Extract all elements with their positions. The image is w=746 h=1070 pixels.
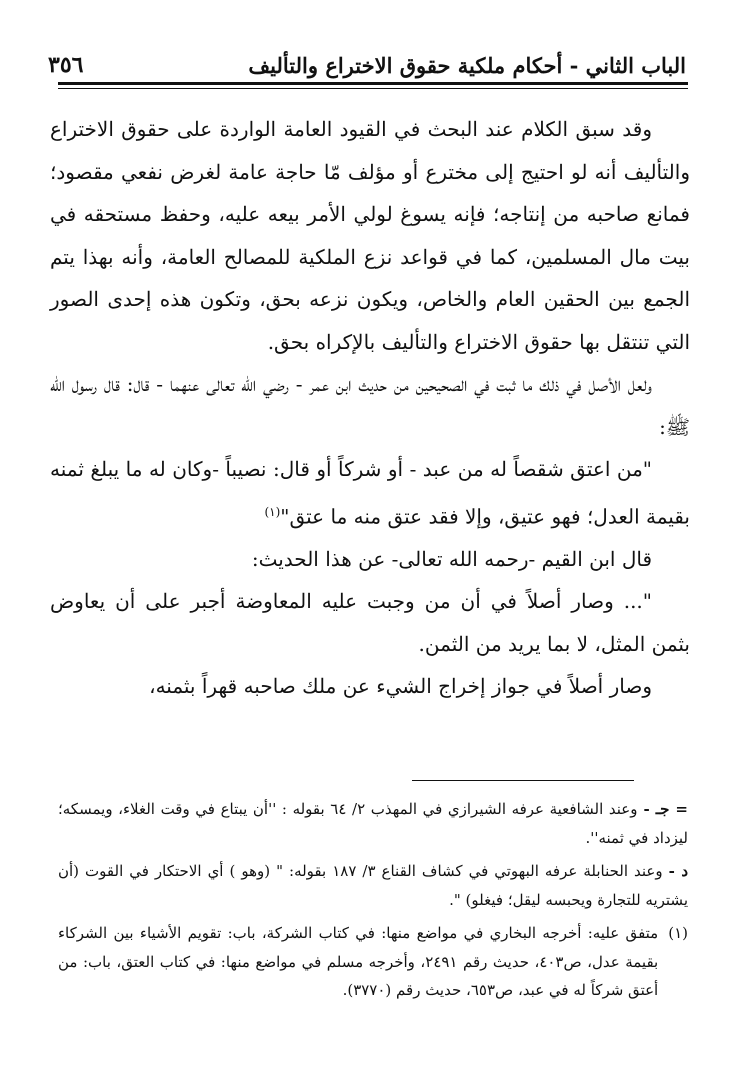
header-rule-thick — [58, 82, 688, 85]
header-rule-thin — [58, 88, 688, 89]
footnote-ref-1: (١) — [264, 504, 281, 519]
footnote-1 — [58, 919, 688, 1005]
hadith-text: "من اعتق شقصاً له من عبد - أو شركاً أو قال: نصيباً -وكان له ما يبلغ ثمنه بقيمة العدل؛ فهو عتيق، وإلا فقد عتق منه ما عتق" — [50, 457, 690, 529]
quote-paragraph: "... وصار أصلاً في أن من وجبت عليه المعاوضة أجبر على أن يعاوض بثمن المثل، لا بما يريد من الثمن. — [50, 589, 690, 656]
paragraph: قال ابن القيم -رحمه الله تعالى- عن هذا الحديث: — [251, 546, 652, 571]
footnote-marker: = جـ - — [643, 800, 689, 818]
footnote-text: وعند الحنابلة عرفه البهوتي في كشاف القناع ٣/ ١٨٧ بقوله: " (وهو ) أي الاحتكار في القوت (أن يشتريه للتجارة ويحبسه ليقل؛ فيغلو) ". — [58, 862, 688, 909]
footnote-number: (١) — [668, 924, 688, 942]
hadith-quote — [50, 448, 690, 538]
quote-paragraph: وصار أصلاً في جواز إخراج الشيء عن ملك صاحبه قهراً بثمنه، — [149, 674, 652, 699]
footnote-separator — [412, 780, 634, 781]
footnote-item-c — [58, 795, 688, 852]
page-number: ٣٥٦ — [48, 52, 84, 78]
footnote-item-d — [58, 857, 688, 914]
paragraph: ولعل الأصل في ذلك ما ثبت في الصحيحين من حديث ابن عمر - رضي الله تعالى عنهما - قال: قال رسول الله ﷺ: — [50, 372, 690, 439]
chapter-title: الباب الثاني - أحكام ملكية حقوق الاختراع والتأليف — [248, 53, 686, 78]
footnote-marker: د - — [668, 862, 689, 880]
footnote-text: متفق عليه: أخرجه البخاري في مواضع منها: في كتاب الشركة، باب: تقويم الأشياء بين الشركاء بقيمة عدل، ص٤٠٣، حديث رقم ٢٤٩١، وأخرجه مسلم في مواضع منها: في كتاب العتق، باب: من أعتق شركاً له في عبد، ص٦٥٣، حديث رقم (٣٧٧٠). — [58, 924, 659, 999]
footnote-text: وعند الشافعية عرفه الشيرازي في المهذب ٢/ ٦٤ بقوله : ''أن يبتاع في وقت الغلاء، ويمسكه؛ ليزداد في ثمنه''. — [58, 800, 688, 847]
footnotes — [58, 795, 688, 1005]
running-header — [48, 42, 686, 78]
paragraph: وقد سبق الكلام عند البحث في القيود العامة الواردة على حقوق الاختراع والتأليف أنه لو احتيج إلى مخترع أو مؤلف مّا حاجة عامة لغرض نفعي مقصود؛ فمانع صاحبه من إنتاجه؛ فإنه يسوغ لولي الأمر بيعه عليه، وحفظ مستحقه في بيت مال المسلمين، كما في قواعد نزع الملكية للمصالح العامة، وأنه بهذا يتم الجمع بين الحقين العام والخاص، ويكون نزعه بحق، وتكون هذه إحدى الصور التي تنتقل بها حقوق الاختراع والتأليف بالإكراه بحق. — [50, 117, 690, 354]
main-text — [50, 108, 690, 708]
